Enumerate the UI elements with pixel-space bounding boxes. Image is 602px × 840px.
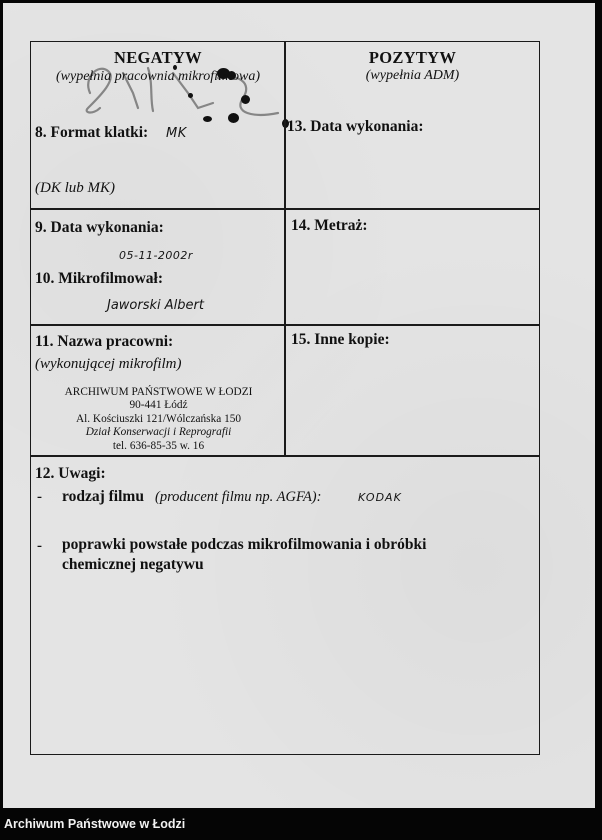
inne-kopie-section [286, 326, 539, 456]
stamp-line-name: ARCHIWUM PAŃSTWOWE W ŁODZI [64, 386, 253, 398]
inne-kopie-label: 15. Inne kopie: [291, 331, 390, 348]
poprawki-text-line1: poprawki powstałe podczas mikrofilmowania i obróbki [62, 536, 427, 553]
pozytyw-subtitle: (wypełnia ADM) [365, 68, 460, 83]
data-wykonania-label: 9. Data wykonania: [35, 219, 164, 236]
negatyw-subtitle: (wypełnia pracownia mikrofilmowa) [55, 69, 261, 84]
uwagi-section [31, 457, 539, 754]
data-wykonania-pozytyw-label: 13. Data wykonania: [287, 118, 424, 135]
nazwa-pracowni-section [31, 326, 285, 456]
rodzaj-filmu-label: rodzaj filmu [62, 488, 144, 505]
rodzaj-filmu-value: KODAK [358, 491, 402, 504]
poprawki-text-line2: chemicznej negatywu [62, 556, 204, 573]
metraz-section [286, 209, 539, 324]
uwagi-bullet: - [37, 489, 42, 505]
archive-caption: Archiwum Państwowe w Łodzi [4, 817, 186, 831]
negatyw-section [31, 42, 285, 208]
mikrofilmowal-label: 10. Mikrofilmował: [35, 270, 164, 287]
nazwa-pracowni-hint: (wykonującej mikrofilm) [35, 356, 182, 372]
format-klatki-value: MK [166, 126, 187, 141]
mikrofilmowal-signature: Jaworski Albert [107, 298, 204, 313]
archive-stamp [31, 386, 286, 453]
data-wykonania-value: 05-11-2002r [119, 249, 193, 262]
pozytyw-section [286, 42, 539, 208]
stamp-line-department: Dział Konserwacji i Reprografii [85, 426, 232, 439]
format-klatki-hint: (DK lub MK) [35, 180, 115, 196]
wykonanie-section [31, 209, 285, 324]
stamp-line-phone: tel. 636-85-35 w. 16 [112, 439, 205, 452]
uwagi-label: 12. Uwagi: [35, 465, 106, 482]
rodzaj-filmu-hint: (producent filmu np. AGFA): [155, 489, 322, 505]
metraz-label: 14. Metraż: [291, 217, 368, 234]
nazwa-pracowni-label: 11. Nazwa pracowni: [35, 333, 174, 350]
pozytyw-title: POZYTYW [368, 48, 457, 67]
scanned-page [3, 3, 595, 808]
uwagi-bullet: - [37, 538, 42, 554]
stamp-line-address: Al. Kościuszki 121/Wólczańska 150 [75, 412, 242, 425]
negatyw-title: NEGATYW [114, 48, 202, 67]
microfilm-form [30, 41, 540, 755]
stamp-line-postal: 90-441 Łódź [129, 399, 188, 412]
format-klatki-label: 8. Format klatki: [35, 124, 149, 141]
